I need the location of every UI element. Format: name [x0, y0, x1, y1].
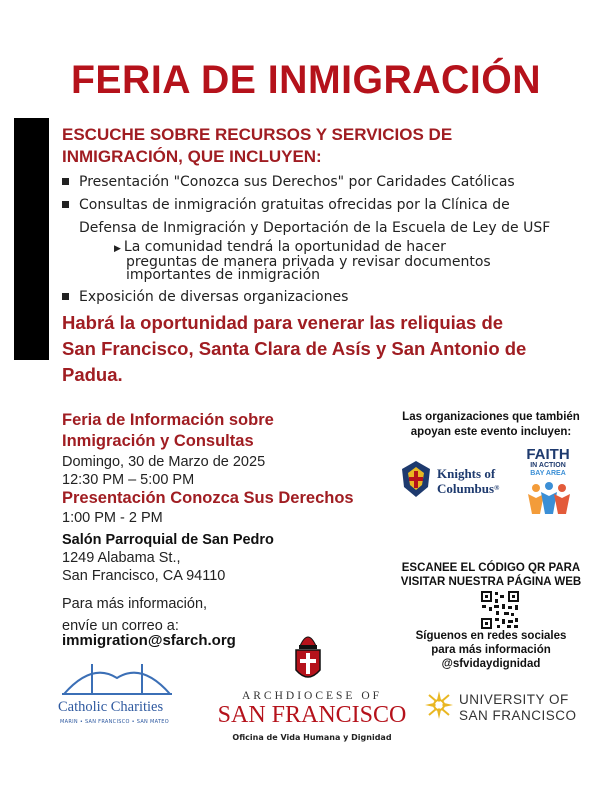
kofc-line1: Knights of	[437, 466, 496, 481]
relics-line-3: Padua.	[62, 364, 123, 385]
social-handle[interactable]: @sfvidaydignidad	[441, 658, 541, 670]
intro-heading	[62, 124, 582, 168]
qr-code-icon[interactable]	[480, 590, 520, 634]
bullet-2-text-line2: Defensa de Inmigración y Deportación de la Escuela de Ley de USF	[79, 220, 551, 236]
archdiocese-office: Oficina de Vida Humana y Dignidad	[232, 733, 392, 742]
event-datetime	[62, 453, 265, 489]
bullet-1-text: Presentación "Conozca sus Derechos" por Caridades Católicas	[79, 174, 515, 190]
sub-bullet-line1: La comunidad tendrá la oportunidad de hacer	[123, 239, 446, 255]
event-heading	[62, 410, 274, 452]
info-line1: Para más información,	[62, 596, 208, 612]
qr-line1: ESCANEE EL CÓDIGO QR PARA	[401, 562, 581, 574]
supporters-heading	[388, 410, 594, 440]
relics-line-1: Habrá la oportunidad para venerar las reliquias de	[62, 312, 504, 333]
bullet-3-text: Exposición de diversas organizaciones	[79, 289, 349, 305]
catholic-charities-bridge-icon	[62, 658, 172, 702]
usf-name	[459, 692, 577, 724]
relics-announcement	[62, 310, 592, 388]
square-bullet-icon	[62, 293, 69, 300]
supporters-line1: Las organizaciones que también	[402, 411, 580, 423]
catholic-charities-places: MARIN • SAN FRANCISCO • SAN MATEO	[60, 719, 169, 725]
event-date: Domingo, 30 de Marzo de 2025	[62, 454, 266, 470]
kofc-line2: Columbus	[437, 481, 495, 496]
catholic-charities-name: Catholic Charities	[58, 699, 164, 715]
sub-bullet-line3: importantes de inmigración	[126, 267, 321, 283]
intro-line-2: INMIGRACIÓN, QUE INCLUYEN:	[62, 147, 322, 166]
bullet-3	[62, 289, 348, 305]
square-bullet-icon	[62, 201, 69, 208]
event-heading-line1: Feria de Información sobre	[62, 411, 274, 429]
usf-line1: UNIVERSITY OF	[459, 692, 569, 707]
bullet-1	[62, 174, 515, 190]
event-time: 12:30 PM – 5:00 PM	[62, 472, 195, 488]
archdiocese-top: ARCHDIOCESE OF	[241, 690, 383, 702]
faith-line3: BAY AREA	[530, 470, 566, 477]
address-line2: San Francisco, CA 94110	[62, 568, 226, 584]
archdiocese-main: SAN FRANCISCO	[217, 702, 407, 728]
address-line1: 1249 Alabama St.,	[62, 550, 181, 566]
intro-line-1: ESCUCHE SOBRE RECURSOS Y SERVICIOS DE	[62, 125, 453, 144]
info-line2: envíe un correo a:	[62, 618, 179, 634]
kofc-shield-icon	[398, 459, 434, 499]
contact-email[interactable]: immigration@sfarch.org	[62, 632, 236, 649]
qr-heading	[388, 561, 594, 589]
venue-address	[62, 549, 225, 585]
supporters-line2: apoyan este evento incluyen:	[410, 426, 572, 438]
black-side-bar	[14, 118, 49, 360]
knights-of-columbus-logo	[398, 459, 434, 503]
presentation-heading: Presentación Conozca Sus Derechos	[62, 489, 354, 507]
sub-bullet-line2: preguntas de manera privada y revisar documentos	[126, 254, 491, 270]
triangle-bullet-icon: ▶	[114, 244, 121, 254]
sub-bullet	[114, 241, 544, 282]
event-heading-line2: Inmigración y Consultas	[62, 432, 254, 450]
presentation-time: 1:00 PM - 2 PM	[62, 510, 163, 526]
social-line1: Síguenos en redes sociales	[415, 630, 567, 642]
relics-line-2: San Francisco, Santa Clara de Asís y San Antonio de	[62, 338, 527, 359]
faith-line2: IN ACTION	[530, 462, 566, 469]
faith-figures-icon	[524, 480, 574, 520]
usf-line2: SAN FRANCISCO	[459, 708, 577, 723]
faith-in-action-logo	[520, 447, 576, 478]
kofc-name: Knights of Columbus®	[437, 466, 500, 496]
qr-line2: VISITAR NUESTRA PÁGINA WEB	[400, 576, 582, 588]
page-title: FERIA DE INMIGRACIÓN	[70, 58, 542, 102]
info-text	[62, 593, 207, 637]
bullet-2	[62, 197, 510, 213]
bullet-2-line2	[79, 220, 550, 236]
archdiocese-crest-icon	[290, 628, 326, 692]
usf-emblem-icon	[424, 690, 454, 724]
square-bullet-icon	[62, 178, 69, 185]
social-line2: para más información	[431, 644, 551, 656]
bullet-2-text-line1: Consultas de inmigración gratuitas ofrecidas por la Clínica de	[79, 197, 510, 213]
social-block	[388, 629, 594, 671]
faith-line1: FAITH	[526, 446, 570, 463]
venue-name: Salón Parroquial de San Pedro	[62, 532, 274, 548]
